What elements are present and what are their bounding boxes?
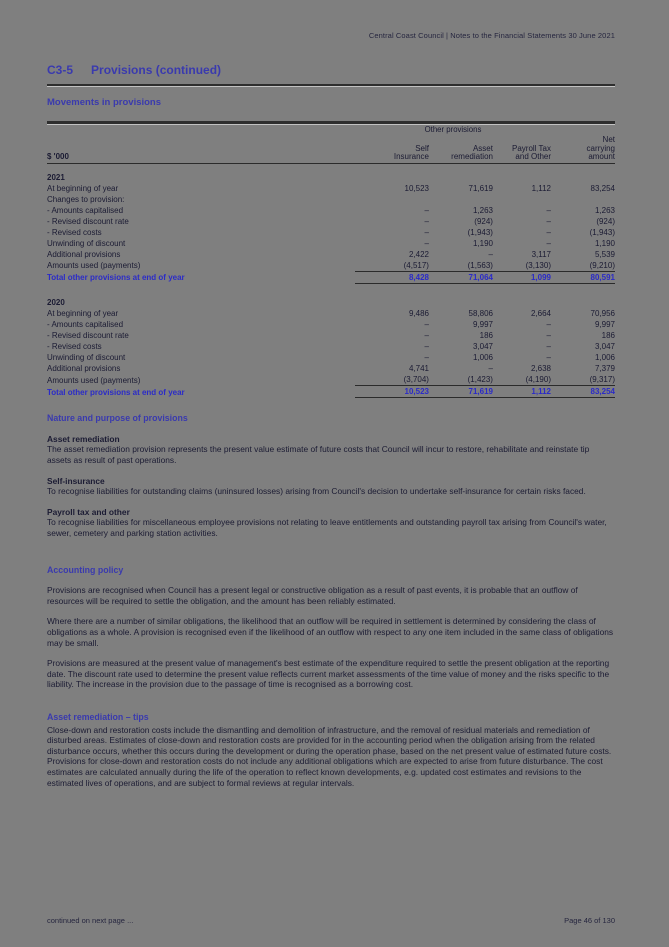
nature-purpose-heading: Nature and purpose of provisions <box>47 413 188 424</box>
movements-heading: Movements in provisions <box>47 97 162 108</box>
cell-value: 10,523 <box>355 386 429 398</box>
table-row <box>47 341 615 352</box>
unit-label: $ '000 <box>47 135 355 163</box>
column-header-payroll-tax: Payroll Tax and Other <box>493 135 551 163</box>
cell-value: – <box>424 205 429 215</box>
group-header: Other provisions <box>424 125 482 134</box>
cell-value: 9,997 <box>472 320 493 330</box>
row-label: Additional provisions <box>47 364 121 374</box>
cell-value: – <box>424 353 429 363</box>
table-row <box>47 374 615 386</box>
cell-value: – <box>546 331 551 341</box>
table-row <box>47 330 615 341</box>
cell-value: 83,254 <box>551 386 615 398</box>
cell-value: (9,317) <box>551 374 615 386</box>
cell-value: (1,563) <box>429 260 493 272</box>
row-label: At beginning of year <box>47 309 119 319</box>
row-label: Amounts used (payments) <box>47 375 141 385</box>
section-title-text: Provisions (continued) <box>91 63 222 77</box>
asset-remediation-text: The asset remediation provision represents the present value estimate of future costs that Council will incur to restore, rehabilitate and reinstate tip assets as result of past operations. <box>47 444 590 466</box>
cell-value: – <box>424 331 429 341</box>
cell-value: 5,539 <box>594 249 615 259</box>
provisions-table <box>47 124 615 398</box>
cell-value: – <box>546 353 551 363</box>
table-row <box>47 363 615 374</box>
self-insurance-text: To recognise liabilities for outstanding claims (uninsured losses) arising from Council's decision to undertake self-insurance for certain risks faced. <box>47 486 586 497</box>
payroll-tax-text: To recognise liabilities for miscellaneous employee provisions not relating to leave entitlements and outstanding payroll tax arising from Council's water, sewer, cemetery and parking station activities. <box>47 517 607 539</box>
table-row <box>47 205 615 216</box>
cell-value: 70,956 <box>590 309 615 319</box>
provisions-table-body <box>47 163 615 398</box>
cell-value: 10,523 <box>404 183 429 193</box>
asset-remediation-heading: Asset remediation <box>47 433 120 444</box>
cell-value: – <box>424 320 429 330</box>
table-row <box>47 386 615 398</box>
cell-value: 71,064 <box>429 271 493 283</box>
table-row <box>47 352 615 363</box>
row-label: Total other provisions at end of year <box>47 387 185 397</box>
cell-value: – <box>546 320 551 330</box>
self-insurance-heading: Self-insurance <box>47 475 105 486</box>
footer-continued-note: continued on next page ... <box>47 916 134 925</box>
cell-value: (3,704) <box>355 374 429 386</box>
cell-value: (9,210) <box>551 260 615 272</box>
cell-value: 1,099 <box>493 271 551 283</box>
document-header: Central Coast Council | Notes to the Financial Statements 30 June 2021 <box>368 31 615 40</box>
notes-section <box>47 413 615 788</box>
row-label: - Revised discount rate <box>47 331 129 341</box>
year-row-2020 <box>47 289 615 308</box>
cell-value: – <box>546 227 551 237</box>
table-row <box>47 227 615 238</box>
table-row <box>47 271 615 283</box>
asset-remediation-tips-heading: Asset remediation – tips <box>47 711 149 722</box>
row-label: Additional provisions <box>47 249 121 259</box>
row-label: Unwinding of discount <box>47 353 126 363</box>
cell-value: – <box>424 216 429 226</box>
cell-value: (924) <box>596 216 615 226</box>
footer-page-number: Page 46 of 130 <box>564 916 615 925</box>
cell-value: – <box>546 342 551 352</box>
accounting-policy-p2: Where there are a number of similar obligations, the likelihood that an outflow will be required in settlement is determined by considering the class of obligations as a whole. A provision is recognised even if the likelihood of an outflow with respect to any one item included in the same class of obligations may be small. <box>47 616 614 648</box>
table-row <box>47 216 615 227</box>
cell-value <box>493 194 551 205</box>
cell-value: 71,619 <box>429 386 493 398</box>
empty-cell <box>551 124 615 135</box>
accounting-policy-p3: Provisions are measured at the present value of management's best estimate of the expenditure required to settle the present obligation at the reporting date. The discount rate used to determine the present value reflects current market assessments of the time value of money and the risks specific to the liability. The increase in the provision due to the passage of time is recognised as a borrowing cost. <box>47 658 610 690</box>
cell-value: – <box>424 342 429 352</box>
cell-value: (4,190) <box>493 374 551 386</box>
table-row <box>47 249 615 260</box>
cell-value: 9,997 <box>594 320 615 330</box>
cell-value <box>551 194 615 205</box>
cell-value: 9,486 <box>408 309 429 319</box>
cell-value: 58,806 <box>468 309 493 319</box>
table-row <box>47 308 615 319</box>
cell-value: 3,047 <box>472 342 493 352</box>
cell-value: 4,741 <box>408 364 429 374</box>
row-label: - Revised discount rate <box>47 216 129 226</box>
cell-value: – <box>546 205 551 215</box>
cell-value: 2,664 <box>530 309 551 319</box>
year-label: 2021 <box>47 172 65 182</box>
section-rule <box>47 84 615 86</box>
cell-value: 80,591 <box>551 271 615 283</box>
cell-value: 1,263 <box>472 205 493 215</box>
accounting-policy-heading: Accounting policy <box>47 564 124 575</box>
cell-value: (924) <box>474 216 493 226</box>
column-header-asset-remediation: Asset remediation <box>429 135 493 163</box>
cell-value: – <box>488 364 493 374</box>
table-column-header-row <box>47 135 615 163</box>
cell-value: 1,006 <box>472 353 493 363</box>
cell-value: 1,112 <box>531 183 551 193</box>
column-header-self-insurance: Self Insurance <box>355 135 429 163</box>
cell-value: 1,190 <box>594 238 615 248</box>
column-header-net-carrying: Net carrying amount <box>551 135 615 163</box>
table-row <box>47 238 615 249</box>
cell-value: 1,190 <box>472 238 493 248</box>
row-label: - Revised costs <box>47 342 102 352</box>
cell-value: 1,112 <box>493 386 551 398</box>
cell-value <box>355 194 429 205</box>
table-group-header-row <box>47 124 615 135</box>
cell-value: (1,943) <box>467 227 493 237</box>
cell-value: – <box>546 238 551 248</box>
table-row <box>47 319 615 330</box>
section-title <box>47 63 615 77</box>
table-row <box>47 183 615 194</box>
cell-value: – <box>424 227 429 237</box>
cell-value: (1,423) <box>429 374 493 386</box>
table-row <box>47 260 615 272</box>
cell-value: 3,047 <box>594 342 615 352</box>
row-label: Unwinding of discount <box>47 238 126 248</box>
cell-value: 83,254 <box>590 183 615 193</box>
year-label: 2020 <box>47 298 65 308</box>
row-label: At beginning of year <box>47 183 119 193</box>
row-label: - Amounts capitalised <box>47 205 124 215</box>
cell-value: 186 <box>601 331 615 341</box>
cell-value: – <box>546 216 551 226</box>
cell-value: – <box>488 249 493 259</box>
cell-value: 3,117 <box>531 249 551 259</box>
cell-value: 1,263 <box>594 205 615 215</box>
table-row <box>47 194 615 205</box>
cell-value: (4,517) <box>355 260 429 272</box>
cell-value: – <box>424 238 429 248</box>
row-label: - Amounts capitalised <box>47 320 124 330</box>
cell-value: 7,379 <box>594 364 615 374</box>
page-footer <box>47 916 615 925</box>
cell-value: 2,638 <box>530 364 551 374</box>
cell-value: 71,619 <box>468 183 493 193</box>
asset-remediation-tips-text: Close-down and restoration costs include the dismantling and demolition of infrastructure, and the removal of residual materials and remediation of disturbed areas. Estimates of close-down and restoration costs are provided for in the accounting period when the obligation arising from the related disturbance occurs, whether this occurs during the development or during the operation phase, based on the net present value of estimated future costs. Provisions for close-down and restoration costs do not include any additional obligations which are expected to arise from future disturbance. The cost estimates are calculated annually during the life of the operation to reflect known developments, e.g. updated cost estimates and revisions to the estimated lives of operations, and are subject to formal reviews at regular intervals. <box>47 724 612 788</box>
year-row-2021 <box>47 163 615 183</box>
empty-cell <box>47 124 355 135</box>
row-label: - Revised costs <box>47 227 102 237</box>
row-label: Changes to provision: <box>47 194 125 204</box>
cell-value: 1,006 <box>594 353 615 363</box>
section-code: C3-5 <box>47 63 74 77</box>
cell-value: (3,130) <box>493 260 551 272</box>
row-label: Amounts used (payments) <box>47 261 141 271</box>
cell-value: (1,943) <box>589 227 615 237</box>
accounting-policy-p1: Provisions are recognised when Council has a present legal or constructive obligation as a result of past events, it is probable that an outflow of resources will be required to settle the obligation, and the amount has been reliably estimated. <box>47 585 578 606</box>
cell-value: 186 <box>479 331 493 341</box>
cell-value: 8,428 <box>355 271 429 283</box>
row-label: Total other provisions at end of year <box>47 273 185 283</box>
payroll-tax-heading: Payroll tax and other <box>47 506 130 517</box>
cell-value <box>429 194 493 205</box>
cell-value: 2,422 <box>408 249 429 259</box>
